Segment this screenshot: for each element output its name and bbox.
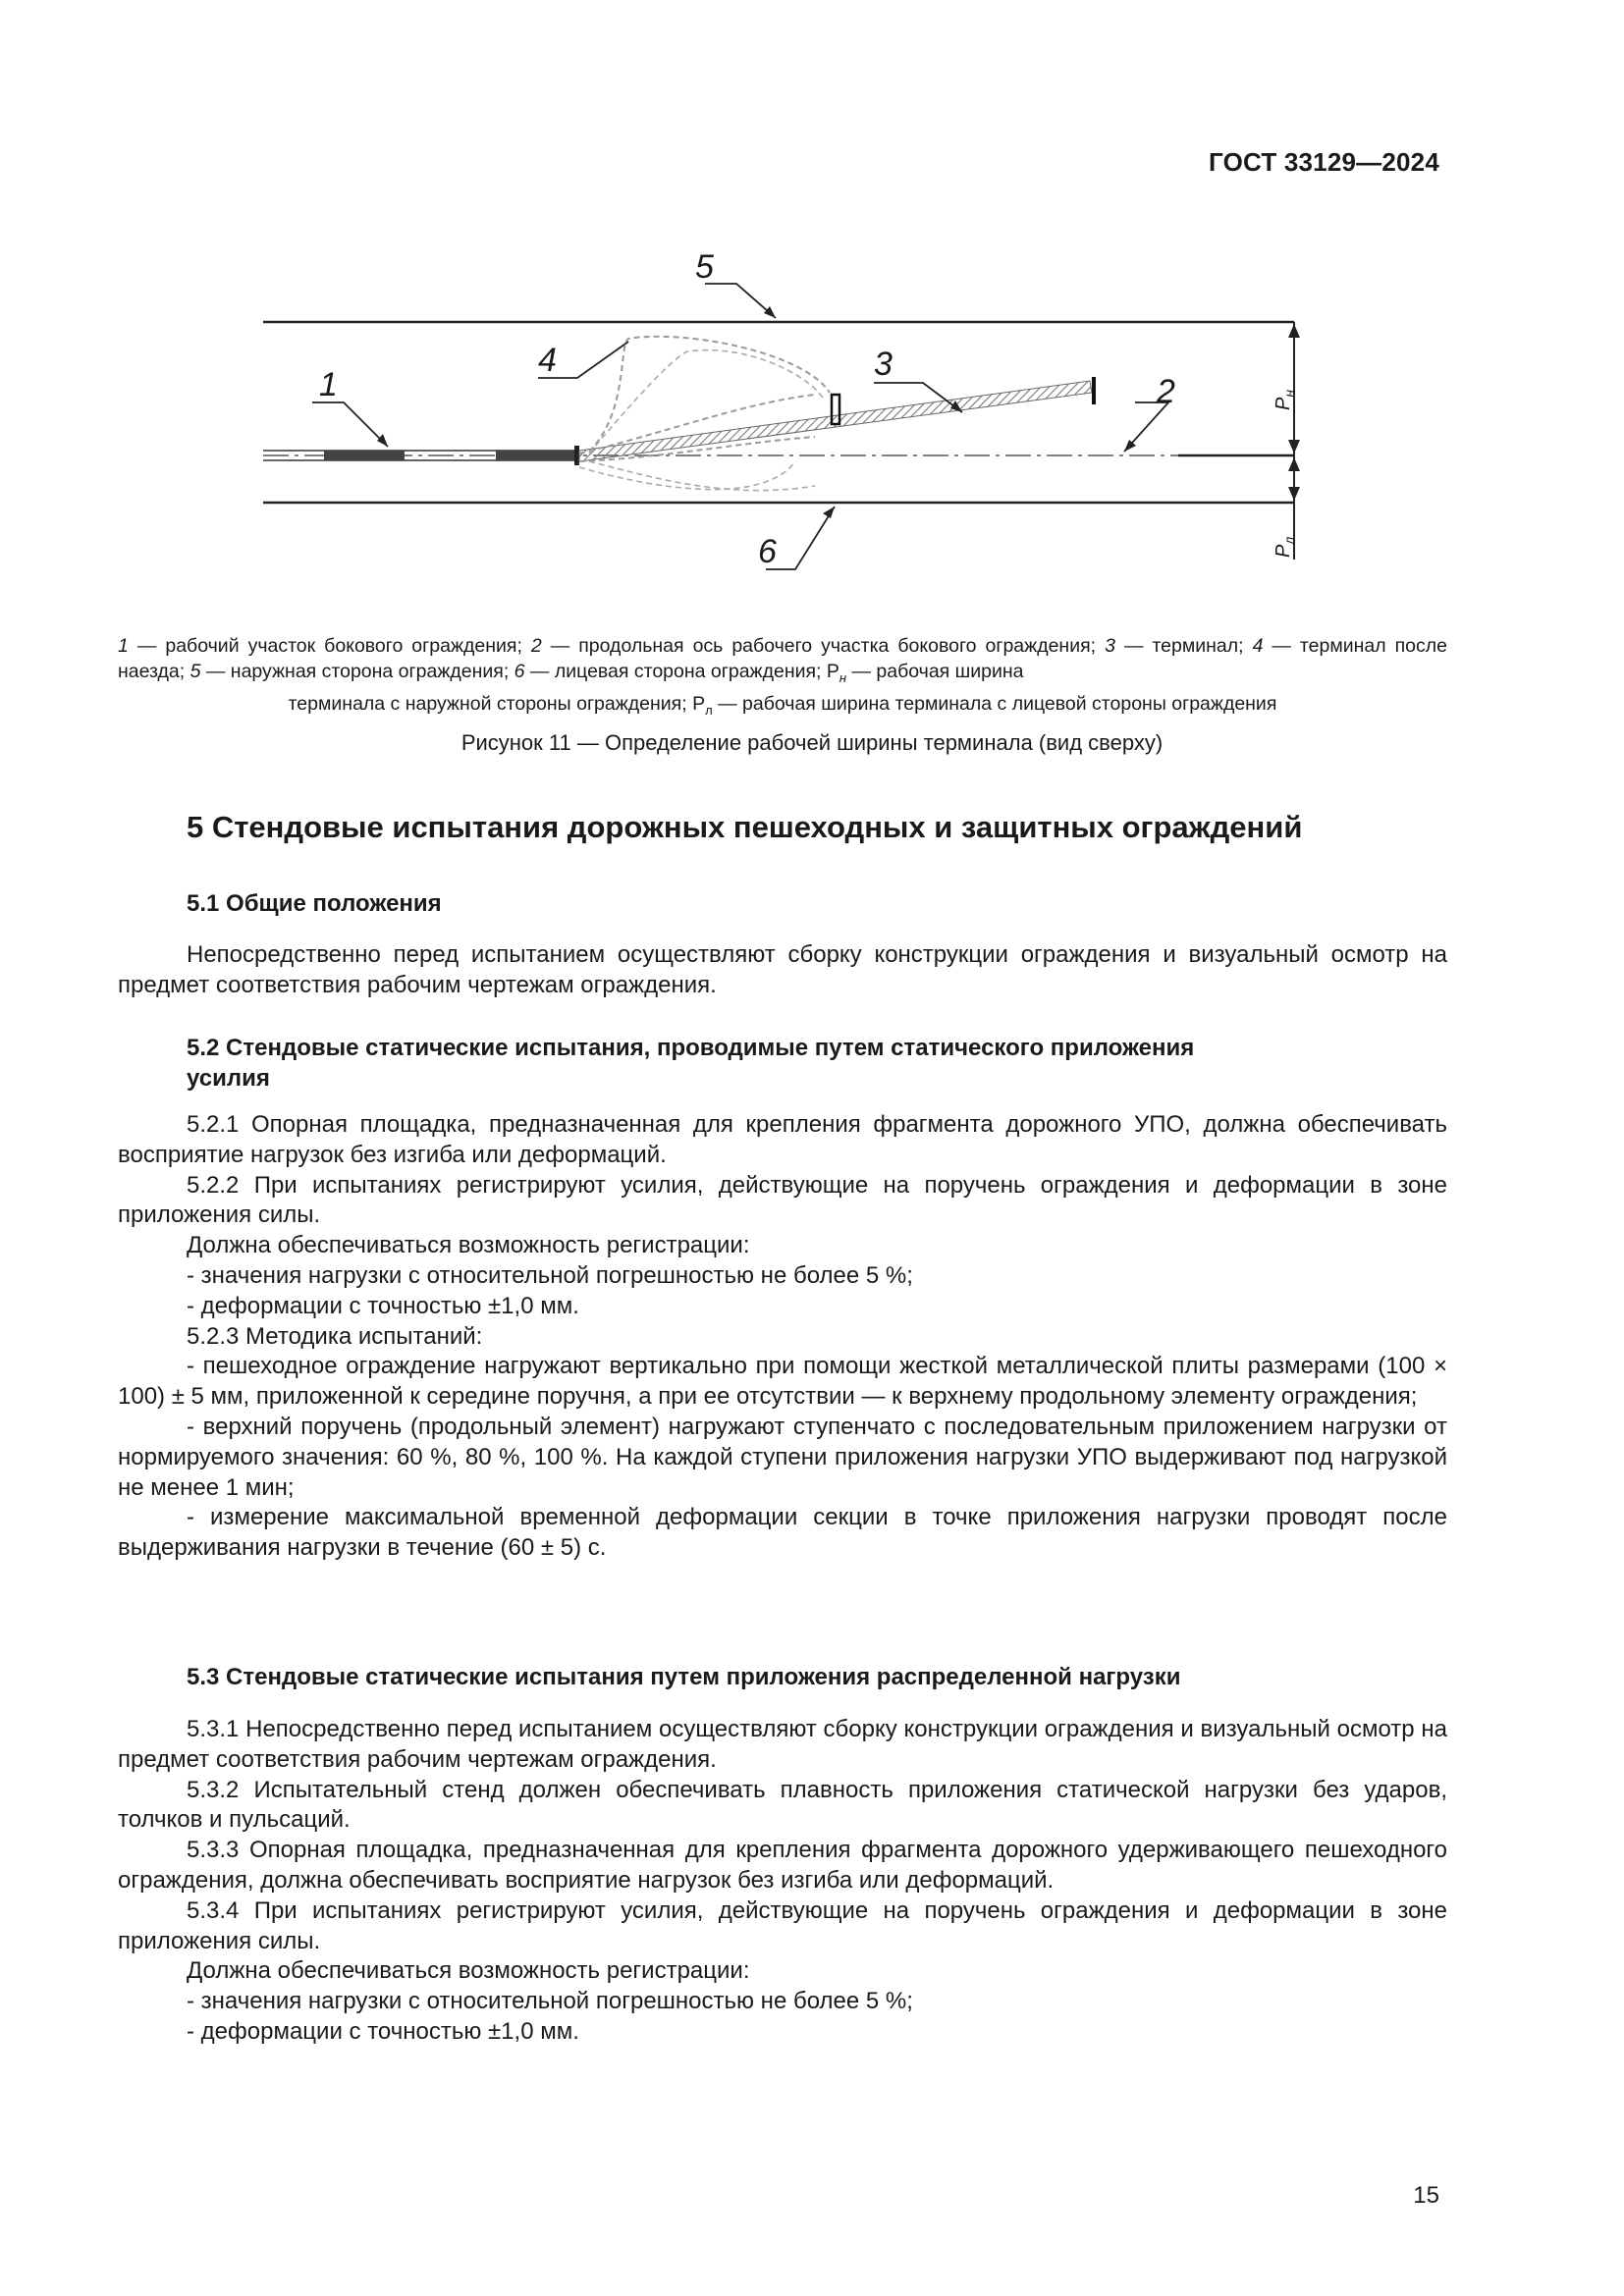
label-6: 6 bbox=[758, 533, 777, 570]
section-5-title: 5 Стендовые испытания дорожных пешеходных и защитных ограждений bbox=[187, 810, 1303, 844]
label-3: 3 bbox=[874, 346, 893, 383]
terminal bbox=[579, 381, 1092, 461]
label-4: 4 bbox=[538, 342, 557, 379]
section-5-1-text: Непосредственно перед испытанием осуществляют сборку конструкции ограждения и визуальный осмотр на предмет соответствия рабочим чертежам ограждения. bbox=[118, 941, 1447, 998]
section-5-3-text: 5.3.1 Непосредственно перед испытанием осуществляют сборку конструкции ограждения и визуальный осмотр на предмет соответствия рабочим чертежам ограждения. 5.3.2 Испытательный стенд должен обеспечивать плавность приложения статической нагрузки без ударов, толчков и пульсаций. 5.3.3 Опорная площадка, предназначенная для крепления фрагмента дорожного удерживающего пешеходного ограждения, должна обеспечивать восприятие нагрузок без изгиба или деформаций. 5.3.4 При испытаниях регистрируют усилия, действующие на поручень ограждения и деформации в зоне приложения силы. Должна обеспечиваться возможность регистрации: - значения нагрузки с относительной погрешностью не более 5 %; - деформации с точностью ±1,0 мм. bbox=[118, 1716, 1447, 2045]
dimension-label-face: $Р_л$ bbox=[1272, 536, 1297, 558]
section-5-3-title: 5.3 Стендовые статические испытания путем приложения распределенной нагрузки bbox=[187, 1664, 1181, 1690]
section-5-2-title: 5.2 Стендовые статические испытания, проводимые путем статического приложения усилия bbox=[187, 1035, 1195, 1092]
figure-caption: Рисунок 11 — Определение рабочей ширины терминала (вид сверху) bbox=[460, 730, 1164, 755]
label-5: 5 bbox=[695, 248, 714, 286]
barrier-segment bbox=[324, 451, 405, 460]
figure-legend: 1 — рабочий участок бокового ограждения; 2 — продольная ось рабочего участка бокового ограждения; 3 — терминал; 4 — терминал после наезда; 5 — наружная сторона ограждения; 6 — лицевая сторона ограждения; $Р_н$ — рабочая ширина терминала с наружной стороны ограждения; $Р_л$ — рабочая ширина терминала с лицевой стороны ограждения bbox=[118, 635, 1448, 718]
label-2: 2 bbox=[1157, 373, 1175, 410]
barrier-segment bbox=[496, 451, 574, 460]
document-id: ГОСТ 33129—2024 bbox=[1209, 147, 1439, 177]
label-1: 1 bbox=[319, 366, 338, 403]
figure-drawing bbox=[0, 236, 1624, 589]
dimension-label-outer: $Р_н$ bbox=[1272, 389, 1297, 410]
page-number: 15 bbox=[1413, 2182, 1439, 2209]
section-5-2-text: 5.2.1 Опорная площадка, предназначенная для крепления фрагмента дорожного УПО, должна обеспечивать восприятие нагрузок без изгиба или деформаций. 5.2.2 При испытаниях регистрируют усилия, действующие на поручень ограждения и деформации в зоне приложения силы. Должна обеспечиваться возможность регистрации: - значения нагрузки с относительной погрешностью не более 5 %; - деформации с точностью ±1,0 мм. 5.2.3 Методика испытаний: - пешеходное ограждение нагружают вертикально при помощи жесткой металлической плиты размерами (100 × 100) ± 5 мм, приложенной к середине поручня, а при ее отсутствии — к верхнему продольному элементу ограждения; - верхний поручень (продольный элемент) нагружают ступенчато с последовательным приложением нагрузки от нормируемого значения: 60 %, 80 %, 100 %. На каждой ступени приложения нагрузки УПО выдерживают под нагрузкой не менее 1 мин; - измерение максимальной временной деформации секции в точке приложения нагрузки проводят после выдерживания нагрузки в течение (60 ± 5) с. bbox=[118, 1111, 1447, 1562]
figure-terminal-width bbox=[0, 236, 1624, 589]
section-5-1-title: 5.1 Общие положения bbox=[187, 890, 442, 917]
